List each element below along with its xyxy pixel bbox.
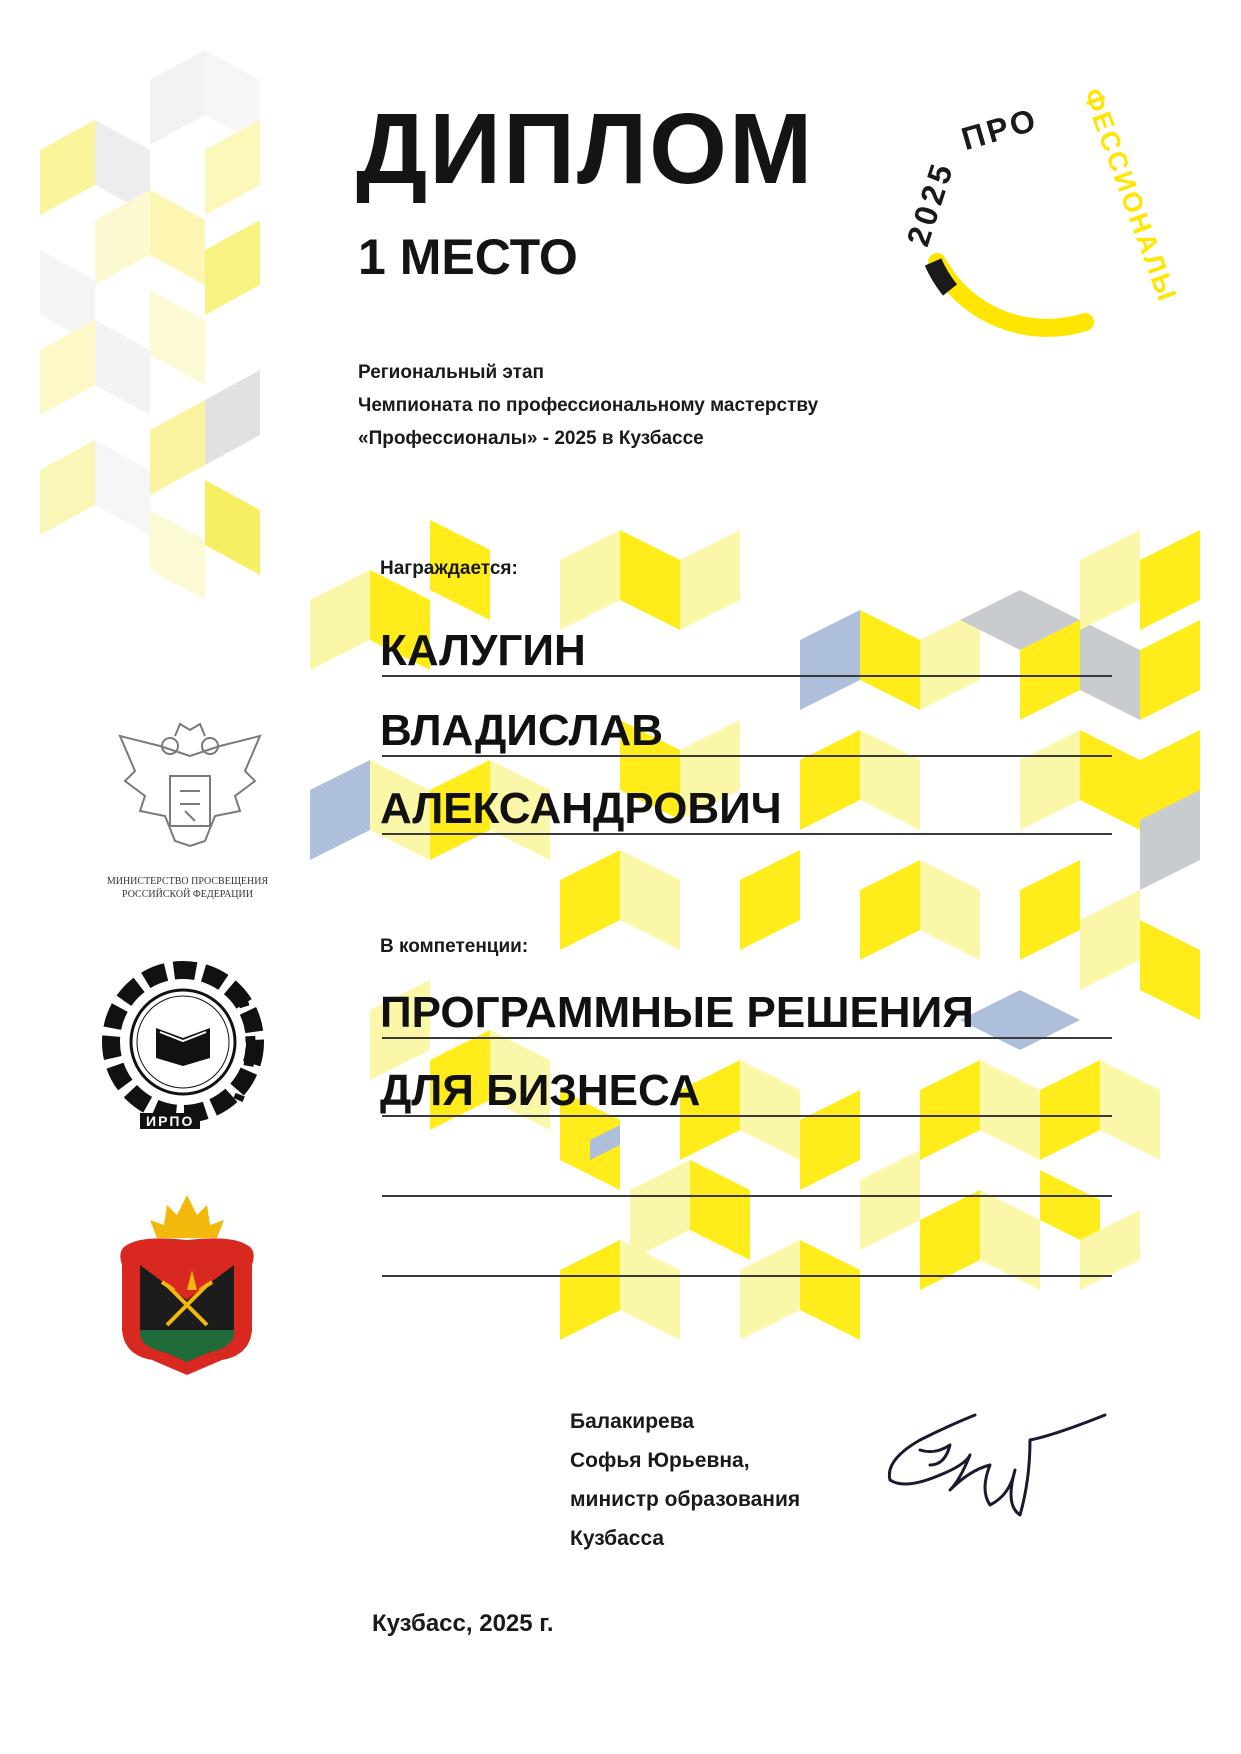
patronymic: АЛЕКСАНДРОВИЧ [380, 784, 782, 833]
event-line: Региональный этап [358, 362, 545, 383]
irpo-emblem [88, 950, 288, 1140]
brand-word-dark: ПРО [957, 100, 1043, 158]
signer-line: Софья Юрьевна, [570, 1449, 750, 1472]
brand-word-yellow: ФЕССИОНАЛЫ [1077, 84, 1183, 307]
signer-line: Кузбасса [570, 1527, 665, 1550]
footer-place-date: Кузбасс, 2025 г. [372, 1610, 554, 1637]
ministry-name: МИНИСТЕРСТВО ПРОСВЕЩЕНИЯ РОССИЙСКОЙ ФЕДЕРАЦИИ [106, 876, 269, 900]
competence-line-2: ДЛЯ БИЗНЕСА [380, 1066, 701, 1115]
fill-line [382, 1275, 1112, 1277]
diploma-title: ДИПЛОМ [356, 93, 815, 205]
brand-year: 2025 [899, 156, 961, 251]
fill-line [382, 675, 1112, 677]
brand-logo [899, 84, 1183, 335]
fill-line [382, 1037, 1112, 1039]
signer-line: министр образования [570, 1488, 801, 1511]
signer-line: Балакирева [570, 1410, 695, 1433]
place-label: 1 МЕСТО [358, 229, 578, 285]
competence-label: В компетенции: [380, 936, 529, 957]
awarded-label: Награждается: [380, 558, 518, 579]
fill-line [382, 1195, 1112, 1197]
ministry-emblem [100, 716, 280, 866]
event-line: «Профессионалы» - 2025 в Кузбассе [358, 428, 704, 449]
irpo-label: ИРПО [140, 1113, 200, 1129]
competence-line-1: ПРОГРАММНЫЕ РЕШЕНИЯ [380, 988, 974, 1037]
kuzbass-coat-of-arms [112, 1190, 262, 1380]
fill-line [382, 1115, 1112, 1117]
event-line: Чемпионата по профессиональному мастерству [358, 395, 819, 416]
surname: КАЛУГИН [380, 626, 586, 675]
event-description [358, 356, 818, 455]
first-name: ВЛАДИСЛАВ [380, 706, 664, 755]
fill-line [382, 755, 1112, 757]
fill-line [382, 833, 1112, 835]
signer-block [570, 1402, 800, 1558]
signature [880, 1410, 1110, 1520]
